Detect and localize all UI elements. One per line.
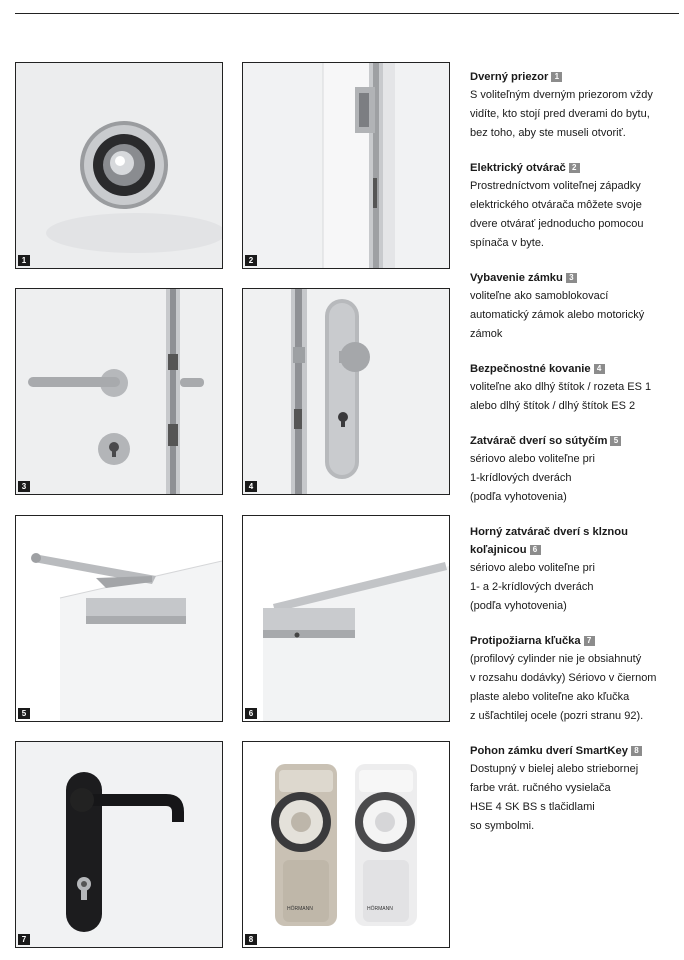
feature-rail-closer (470, 523, 682, 616)
feature-descriptions (470, 68, 682, 852)
feature-text: voliteľne ako samoblokovací automatický zámok alebo motorický zámok (470, 290, 645, 340)
fire-handle-illustration (16, 742, 222, 947)
photo-security-fitting (242, 288, 450, 495)
feature-security-fitting (470, 360, 682, 416)
photo-door-viewer (15, 62, 223, 269)
photo-electric-strike (242, 62, 450, 269)
feature-fire-handle (470, 632, 682, 726)
photo-lock-equipment (15, 288, 223, 495)
photo-door-closer-rail (242, 515, 450, 722)
feature-badge: 1 (551, 72, 562, 82)
feature-lock-equipment (470, 269, 682, 344)
feature-title: Vybavenie zámku (470, 272, 563, 284)
feature-badge: 5 (610, 436, 621, 446)
door-viewer-illustration (16, 63, 222, 268)
feature-badge: 4 (594, 364, 605, 374)
feature-electric-strike (470, 159, 682, 253)
feature-text: sériovo alebo voliteľne pri 1- a 2-krídlových dverách (podľa vyhotovenia) (470, 562, 595, 612)
feature-text: Prostredníctvom voliteľnej západky elektrického otvárača môžete svoje dvere otvárať jednoducho pomocou spínača v byte. (470, 180, 644, 249)
feature-door-viewer (470, 68, 682, 143)
door-closer-arm-illustration (16, 516, 222, 721)
tile-number: 6 (245, 708, 257, 719)
feature-title: Protipožiarna kľučka (470, 635, 581, 647)
photo-fire-handle (15, 741, 223, 948)
photo-smartkey (242, 741, 450, 948)
feature-badge: 8 (631, 746, 642, 756)
door-closer-rail-illustration (243, 516, 449, 721)
right-device-brand: HÖRMANN (367, 906, 393, 912)
left-device-brand: HÖRMANN (287, 906, 313, 912)
feature-badge: 6 (530, 545, 541, 555)
electric-strike-illustration (243, 63, 449, 268)
tile-number: 5 (18, 708, 30, 719)
feature-text: voliteľne ako dlhý štítok / rozeta ES 1 alebo dlhý štítok / dlhý štítok ES 2 (470, 381, 652, 412)
tile-number: 2 (245, 255, 257, 266)
feature-badge: 2 (569, 163, 580, 173)
feature-text: (profilový cylinder nie je obsiahnutý v rozsahu dodávky) Sériovo v čiernom plaste alebo voliteľne ako kľučka z ušľachtilej ocele (pozri stranu 92). (470, 653, 657, 722)
lock-illustration (16, 289, 222, 494)
feature-text: sériovo alebo voliteľne pri 1-krídlových dverách (podľa vyhotovenia) (470, 453, 595, 503)
tile-number: 8 (245, 934, 257, 945)
tile-number: 1 (18, 255, 30, 266)
feature-title: Zatvárač dverí so sútyčím (470, 435, 608, 447)
security-fitting-illustration (243, 289, 449, 494)
feature-title: koľajnicou (470, 544, 527, 556)
feature-arm-closer (470, 432, 682, 507)
feature-badge: 3 (566, 273, 577, 283)
tile-number: 7 (18, 934, 30, 945)
photo-door-closer-arm (15, 515, 223, 722)
feature-title: Elektrický otvárač (470, 162, 566, 174)
feature-title: Dverný priezor (470, 71, 549, 83)
smartkey-illustration (243, 742, 449, 947)
tile-number: 3 (18, 481, 30, 492)
top-rule (15, 13, 679, 14)
feature-smartkey (470, 742, 682, 836)
feature-title: Pohon zámku dverí SmartKey (470, 745, 628, 757)
feature-text: Dostupný v bielej alebo striebornej farbe vrát. ručného vysielača HSE 4 SK BS s tlačidlami so symbolmi. (470, 763, 639, 832)
feature-title-line1: Horný zatvárač dverí s klznou (470, 526, 628, 538)
tile-number: 4 (245, 481, 257, 492)
feature-text: S voliteľným dverným priezorom vždy vidíte, kto stojí pred dverami do bytu, bez toho, aby ste museli otvoriť. (470, 89, 653, 139)
feature-badge: 7 (584, 636, 595, 646)
feature-title: Bezpečnostné kovanie (470, 363, 591, 375)
